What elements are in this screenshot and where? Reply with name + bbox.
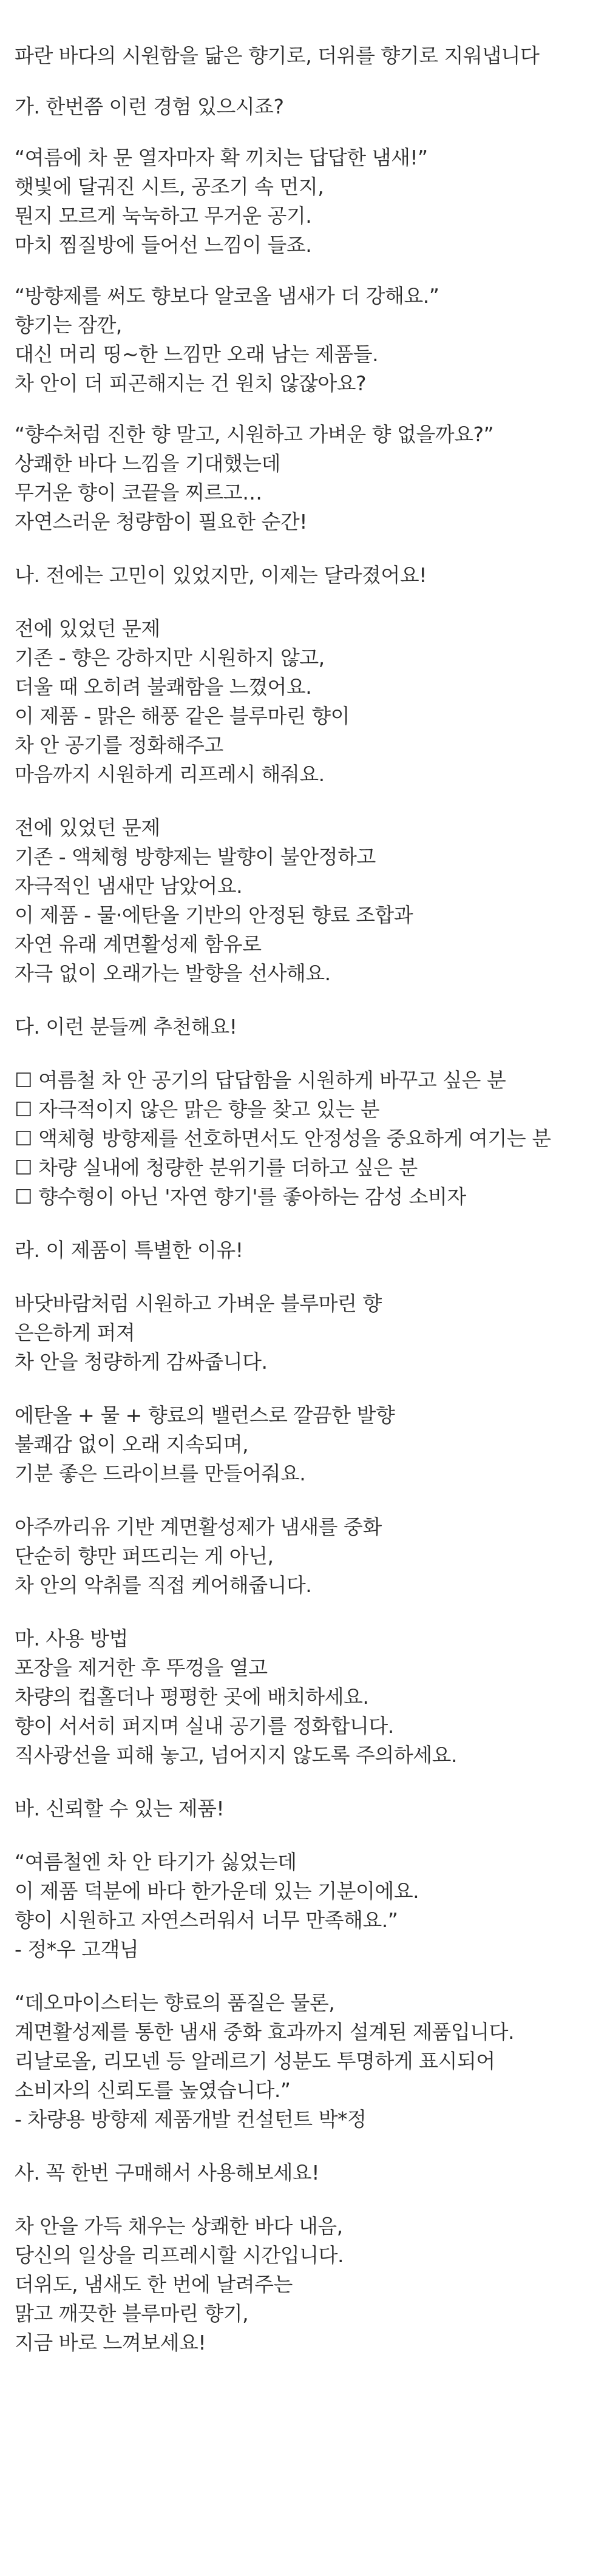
text-line: 자극적인 냄새만 남았어요. <box>15 874 243 898</box>
section-heading-ra: 라. 이 제품이 특별한 이유! <box>15 1238 243 1262</box>
text-line: 자연스러운 청량함이 필요한 순간! <box>15 510 307 534</box>
text-line: 단순히 향만 퍼뜨리는 게 아닌, <box>15 1544 274 1568</box>
text-line: 햇빛에 달궈진 시트, 공조기 속 먼지, <box>15 175 324 198</box>
section-heading-na: 나. 전에는 고민이 있었지만, 이제는 달라졌어요! <box>15 563 427 587</box>
text-line: 기존 - 액체형 방향제는 발향이 불안정하고 <box>15 845 376 869</box>
text-line: 이 제품 - 물·에탄올 기반의 안정된 향료 조합과 <box>15 903 413 927</box>
closing-line: 당신의 일상을 리프레시할 시간입니다. <box>15 2243 344 2267</box>
problem-heading: 전에 있었던 문제 <box>15 816 160 839</box>
text-line: 자극 없이 오래가는 발향을 선사해요. <box>15 961 331 985</box>
intro-line: 파란 바다의 시원함을 닮은 향기로, 더위를 향기로 지워냅니다 <box>15 44 540 67</box>
expert-quote-line: 소비자의 신뢰도를 높였습니다.” <box>15 2078 291 2102</box>
text-line: 더울 때 오히려 불쾌함을 느꼈어요. <box>15 675 312 699</box>
text-line: 대신 머리 띵~한 느낌만 오래 남는 제품들. <box>15 342 379 366</box>
text-line: 무거운 향이 코끝을 찌르고… <box>15 481 262 504</box>
text-line: 기존 - 향은 강하지만 시원하지 않고, <box>15 646 325 669</box>
text-line: 은은하게 퍼져 <box>15 1321 135 1344</box>
text-line: 바닷바람처럼 시원하고 가벼운 블루마린 향 <box>15 1292 382 1315</box>
checklist-item: ☐ 여름철 차 안 공기의 답답함을 시원하게 바꾸고 싶은 분 <box>15 1068 506 1092</box>
testimonial-line: “여름철엔 차 안 타기가 싫었는데 <box>15 1850 297 1874</box>
text-line: 에탄올 + 물 + 향료의 밸런스로 깔끔한 발향 <box>15 1403 395 1427</box>
text-line: 차 안 공기를 정화해주고 <box>15 733 223 757</box>
text-line: 향이 서서히 퍼지며 실내 공기를 정화합니다. <box>15 1714 394 1738</box>
section-heading-da: 다. 이런 분들께 추천해요! <box>15 1015 237 1039</box>
text-line: 불쾌감 없이 오래 지속되며, <box>15 1432 249 1456</box>
text-line: 차량의 컵홀더나 평평한 곳에 배치하세요. <box>15 1685 369 1709</box>
quote-line: “방향제를 써도 향보다 알코올 냄새가 더 강해요.” <box>15 284 439 308</box>
text-line: 상쾌한 바다 느낌을 기대했는데 <box>15 452 280 475</box>
closing-line: 더위도, 냄새도 한 번에 날려주는 <box>15 2273 293 2296</box>
text-line: 차 안을 청량하게 감싸줍니다. <box>15 1350 268 1374</box>
expert-quote-line: 리날로올, 리모넨 등 알레르기 성분도 투명하게 표시되어 <box>15 2049 495 2073</box>
checklist-item: ☐ 액체형 방향제를 선호하면서도 안정성을 중요하게 여기는 분 <box>15 1127 551 1150</box>
text-line: 자연 유래 계면활성제 함유로 <box>15 932 262 956</box>
quote-line: “향수처럼 진한 향 말고, 시원하고 가벼운 향 없을까요?” <box>15 422 494 446</box>
closing-line: 차 안을 가득 채우는 상쾌한 바다 내음, <box>15 2214 343 2238</box>
section-heading-ga: 가. 한번쯤 이런 경험 있으시죠? <box>15 95 284 118</box>
closing-line: 지금 바로 느껴보세요! <box>15 2331 206 2354</box>
text-line: 마음까지 시원하게 리프레시 해줘요. <box>15 762 325 786</box>
closing-line: 맑고 깨끗한 블루마린 향기, <box>15 2302 249 2325</box>
testimonial-line: 이 제품 덕분에 바다 한가운데 있는 기분이에요. <box>15 1879 419 1903</box>
expert-quote-line: “데오마이스터는 향료의 품질은 물론, <box>15 1991 335 2015</box>
expert-quote-line: 계면활성제를 통한 냄새 중화 효과까지 설계된 제품입니다. <box>15 2020 514 2044</box>
expert-author: - 차량용 방향제 제품개발 컨설턴트 박*정 <box>15 2107 367 2131</box>
text-line: 직사광선을 피해 놓고, 넘어지지 않도록 주의하세요. <box>15 1743 457 1767</box>
text-line: 차 안의 악취를 직접 케어해줍니다. <box>15 1573 312 1597</box>
text-line: 포장을 제거한 후 뚜껑을 열고 <box>15 1656 268 1679</box>
section-heading-ma: 마. 사용 방법 <box>15 1627 128 1650</box>
checklist-item: ☐ 차량 실내에 청량한 분위기를 더하고 싶은 분 <box>15 1156 418 1179</box>
checklist-item: ☐ 자극적이지 않은 맑은 향을 찾고 있는 분 <box>15 1097 380 1121</box>
text-line: 기분 좋은 드라이브를 만들어줘요. <box>15 1462 306 1485</box>
checklist-item: ☐ 향수형이 아닌 '자연 향기'를 좋아하는 감성 소비자 <box>15 1185 466 1208</box>
section-heading-sa: 사. 꼭 한번 구매해서 사용해보세요! <box>15 2161 319 2185</box>
problem-heading: 전에 있었던 문제 <box>15 617 160 640</box>
text-line: 향기는 잠깐, <box>15 313 122 337</box>
text-line: 뭔지 모르게 눅눅하고 무거운 공기. <box>15 204 312 228</box>
testimonial-author: - 정*우 고객님 <box>15 1937 139 1961</box>
text-line: 마치 찜질방에 들어선 느낌이 들죠. <box>15 233 312 257</box>
section-heading-ba: 바. 신뢰할 수 있는 제품! <box>15 1797 225 1820</box>
text-line: 아주까리유 기반 계면활성제가 냄새를 중화 <box>15 1515 382 1539</box>
text-line: 이 제품 - 맑은 해풍 같은 블루마린 향이 <box>15 704 350 728</box>
testimonial-line: 향이 시원하고 자연스러워서 너무 만족해요.” <box>15 1908 398 1932</box>
quote-line: “여름에 차 문 열자마자 확 끼치는 답답한 냄새!” <box>15 146 428 169</box>
text-line: 차 안이 더 피곤해지는 건 원치 않잖아요? <box>15 371 367 395</box>
